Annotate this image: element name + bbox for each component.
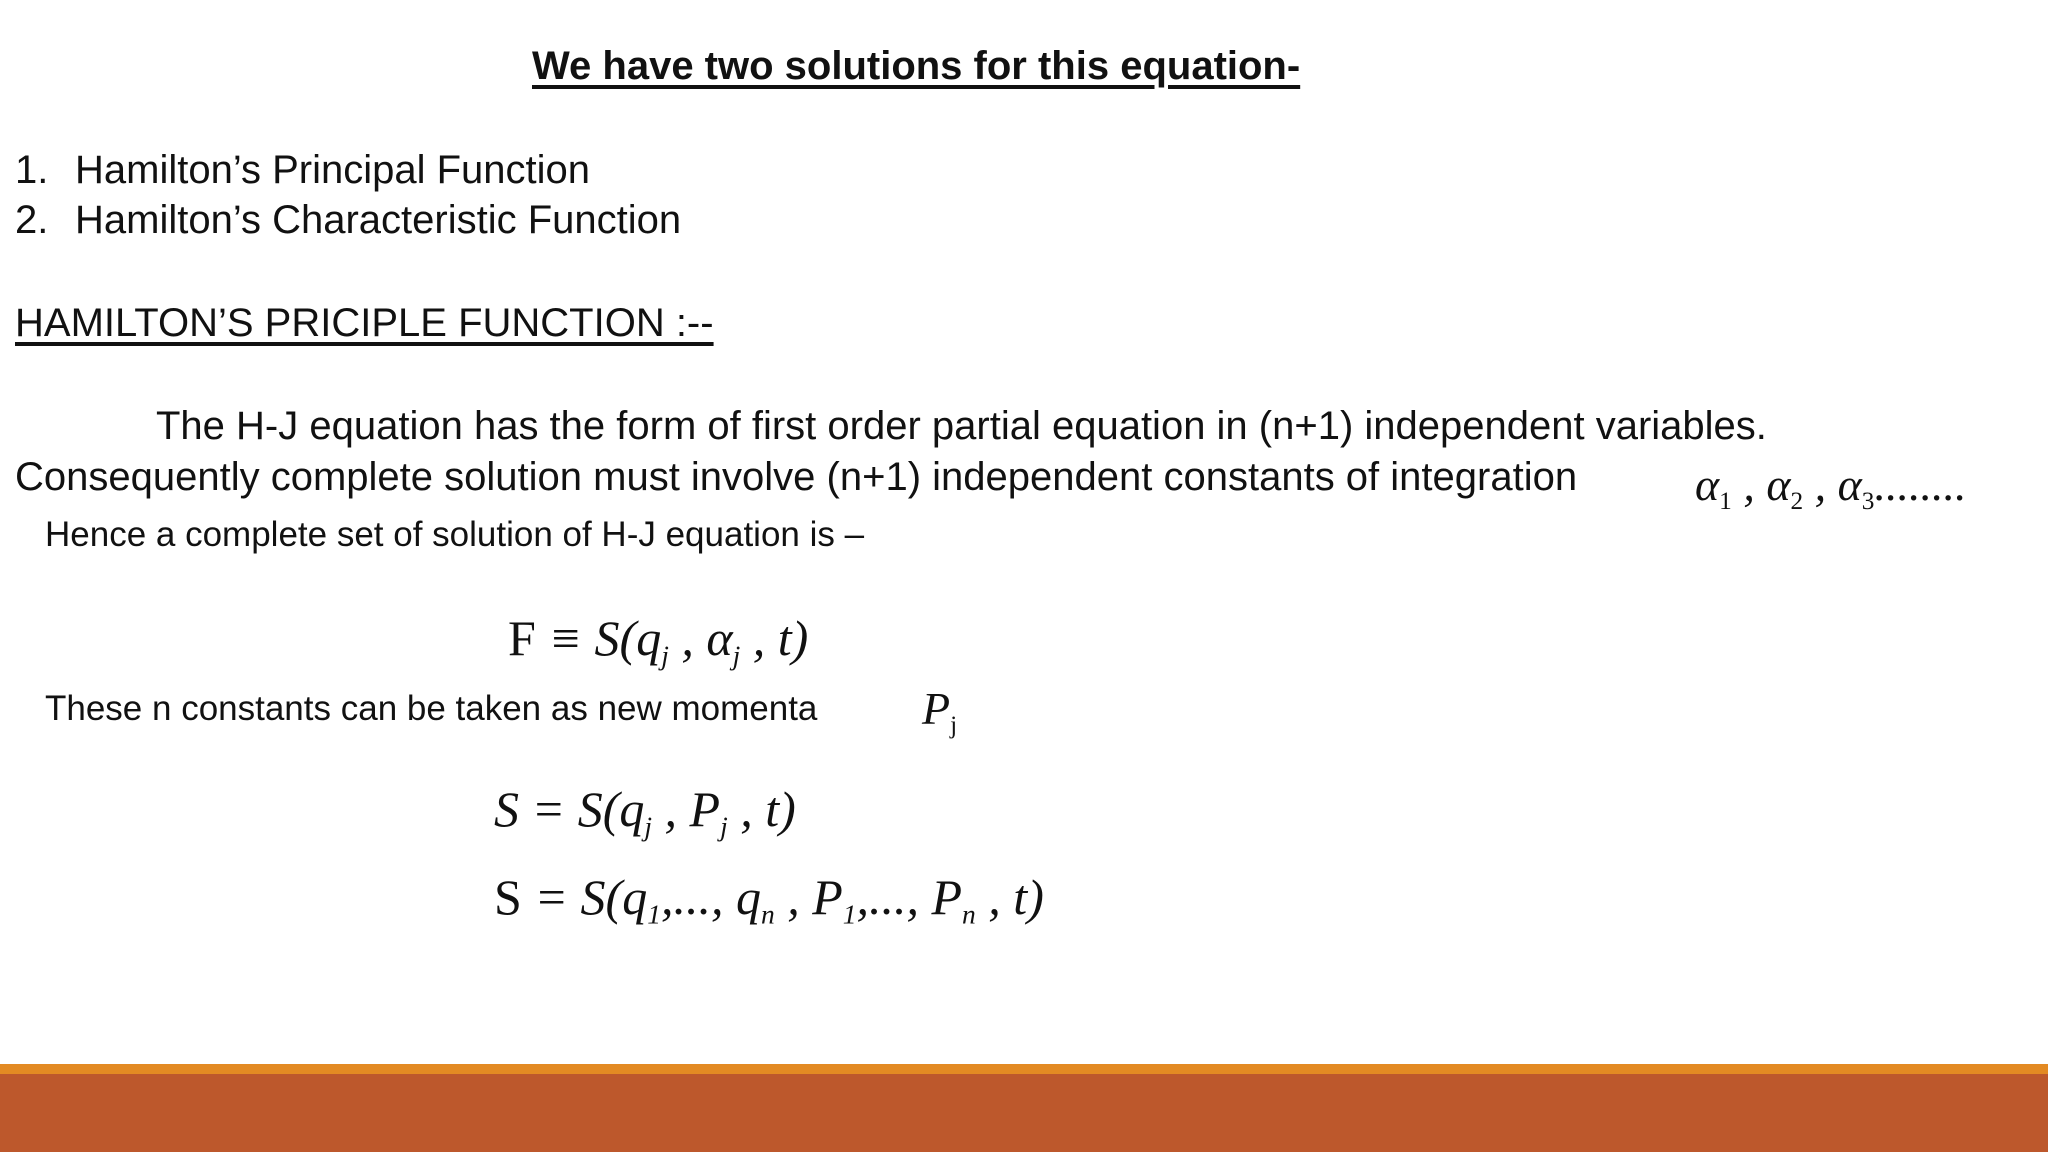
paragraph-line-2: Consequently complete solution must involve (n+1) independent constants of integration: [15, 455, 1578, 499]
hence-text: Hence a complete set of solution of H-J equation is –: [45, 515, 865, 554]
solution-text: Hamilton’s Principal Function: [75, 148, 591, 192]
new-momenta-text: These n constants can be taken as new momenta: [45, 689, 818, 728]
solution-number: 1.: [15, 148, 49, 192]
section-heading: HAMILTON’S PRICIPLE FUNCTION :--: [15, 301, 714, 345]
generating-function-formula: $F \equiv S(q_j$ , $\alpha_j$ , t): [508, 610, 809, 671]
footer-accent-stripe: [0, 1064, 2048, 1074]
alpha-constants-formula: $\alpha_1$ , $\alpha_2$ , $\alpha_3$........: [1695, 459, 1967, 515]
solution-item-1: [15, 148, 590, 193]
solution-text: Hamilton’s Characteristic Function: [75, 198, 682, 242]
footer-bar: [0, 1074, 2048, 1152]
solution-number: 2.: [15, 198, 49, 242]
action-formula-expanded: $S = S(q_1$,..., $q_n$ , $P_1$,..., $P_n$ , t): [494, 869, 1044, 930]
slide-title: We have two solutions for this equation-: [532, 44, 1301, 88]
solution-item-2: [15, 198, 681, 243]
action-formula-compact: $S = S(q_j$ , $P_j$ , t): [494, 781, 796, 842]
paragraph-line-1: The H-J equation has the form of first order partial equation in (n+1) independent variables.: [156, 404, 1767, 448]
momenta-symbol: $P_j$: [922, 683, 958, 739]
